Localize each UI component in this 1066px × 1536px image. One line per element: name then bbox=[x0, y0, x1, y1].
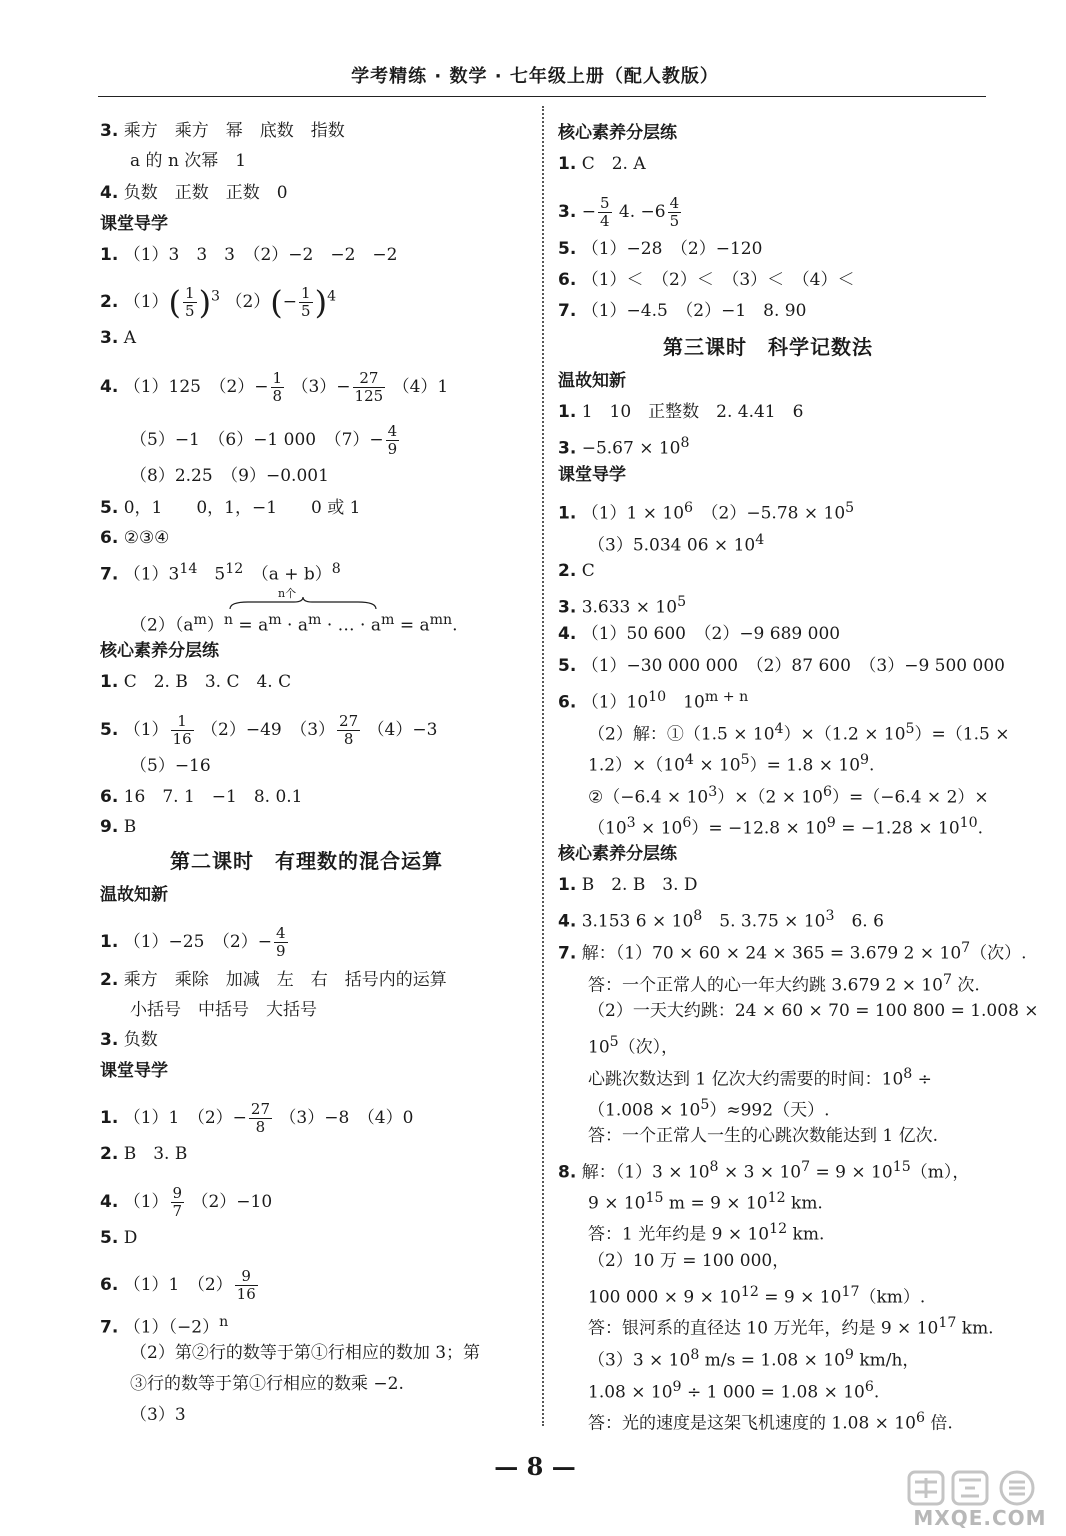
answer-line: （2）一天大约跳：24 × 60 × 70 = 100 800 = 1.008 × bbox=[588, 1001, 1039, 1021]
answer-line: 7. $(1)(-2)^n$ bbox=[100, 1314, 229, 1338]
answer-line: （8）2.25 （9）−0.001 bbox=[130, 466, 329, 486]
answer-line: 6. （1）1 （2） $\frac{9}{16}$ bbox=[100, 1267, 256, 1303]
answer-line: 2. 乘方 乘除 加减 左 右 括号内的运算 bbox=[100, 970, 447, 990]
section-heading: 核心素养分层练 bbox=[558, 123, 677, 143]
page-number: — 8 — bbox=[494, 1452, 576, 1481]
answer-line: （5）−16 bbox=[130, 756, 211, 776]
section-heading: 课堂导学 bbox=[558, 465, 626, 485]
answer-line: 5. 0，1 0，1，−1 0 或 1 bbox=[100, 498, 361, 518]
answer-line: 100 $000 \times 9 \times 10^{12} = 9 \times 10^{17}(km)$. bbox=[588, 1284, 926, 1308]
answer-line: $1.08 \times 10^9 \div 1$ $000 = 1.08 \times 10^6$. bbox=[588, 1379, 880, 1403]
answer-line: $1.2)\times(10^4 \times 10^5)= 1.8 \times 10^9$. bbox=[588, 752, 875, 776]
watermark bbox=[905, 1468, 1055, 1530]
answer-line: 5. （1）−28 （2）−120 bbox=[558, 239, 763, 259]
answer-line: 1. （1）1 （2）− $\frac{27}{8}$ （3）−8 （4）0 bbox=[100, 1100, 414, 1136]
section-heading: 核心素养分层练 bbox=[100, 641, 219, 661]
column-divider bbox=[542, 106, 544, 1426]
answer-line: 2. C bbox=[558, 561, 595, 581]
answer-line: 7. （1）−4.5 （2）−1 8. 90 bbox=[558, 301, 807, 321]
section-heading: 课堂导学 bbox=[100, 214, 168, 234]
page-header-title: 学考精练 · 数学 · 七年级上册（配人教版） bbox=[351, 66, 719, 87]
section-heading: 核心素养分层练 bbox=[558, 844, 677, 864]
answer-line: 6. ②③④ bbox=[100, 528, 170, 548]
answer-line: 7. 解：（1）70 × 60 × 24 × 365 = 3.679 $2 \times 10^7$（次）. bbox=[558, 940, 1027, 964]
answer-line: 3. $3.633 \times 10^5$ bbox=[558, 594, 687, 618]
answer-line: n个 $(2)(a^m)^n = a^m \cdot a^m$ · … · $a^m = a^{mn}$. bbox=[130, 609, 458, 631]
answer-line: 6. 16 7. 1 −1 8. 0.1 bbox=[100, 787, 303, 807]
answer-line: 4. （1）125 （2）− $\frac{1}{8}$ （3）− $\frac{27}{125}$ （4）1 bbox=[100, 369, 449, 405]
answer-line: ③行的数等于第①行相应的数乘 −2. bbox=[130, 1374, 404, 1394]
answer-line: （2）解：①（1.5 × $10^4)\times(1.2 \times 10^5)=(1.5$ × bbox=[588, 721, 1010, 745]
answer-line: 1. 1 10 正整数 2. 4.41 6 bbox=[558, 402, 804, 422]
answer-line: $(1.008 \times 10^5)\approx 992$（天）. bbox=[588, 1097, 830, 1121]
answer-line: （3）5.034 $06 \times 10^4$ bbox=[588, 532, 765, 556]
answer-line: 4. 3.153 $6 \times 10^8$ 5. $3.75 \times 10^3$ 6. 6 bbox=[558, 908, 884, 932]
answer-line: （2）10 万 = 100 000， bbox=[588, 1251, 790, 1271]
answer-line: 9. B bbox=[100, 817, 137, 837]
lesson-title: 第二课时 有理数的混合运算 bbox=[170, 849, 443, 873]
watermark-url: MXQE.COM bbox=[913, 1506, 1047, 1530]
answer-line: 4. （1）50 600 （2）−9 689 000 bbox=[558, 624, 841, 644]
answer-line: 5. D bbox=[100, 1228, 138, 1248]
answer-line: 1. B 2. B 3. D bbox=[558, 875, 698, 895]
answer-line: 4. 负数 正数 正数 0 bbox=[100, 183, 288, 203]
header-rule bbox=[98, 96, 986, 97]
answer-line: a 的 n 次幂 1 bbox=[130, 151, 247, 171]
answer-line: 答：一个正常人的心一年大约跳 3.679 $2 \times 10^7$ 次. bbox=[588, 972, 980, 996]
answer-line: 3. − $\frac{5}{4}$ 4. −6 $\frac{4}{5}$ bbox=[558, 194, 680, 230]
answer-line: （3）3 bbox=[130, 1405, 186, 1425]
answer-line: 8. 解：$(1)3 \times 10^8 \times 3 \times 10^7 = 9 \times 10^{15}(m)$， bbox=[558, 1159, 970, 1183]
answer-line: 1. （1）3 3 3 （2）−2 −2 −2 bbox=[100, 245, 398, 265]
answer-line: 7. $(1)3^{14}$ $5^{12}$ $(a + b)^8$ bbox=[100, 561, 341, 585]
answer-line: $9 \times 10^{15}$ $m = 9 \times 10^{12}$ km. bbox=[588, 1190, 823, 1214]
answer-line: 5. （1）−30 000 000 （2）87 600 （3）−9 500 000 bbox=[558, 656, 1005, 676]
section-heading: 温故知新 bbox=[100, 885, 168, 905]
answer-line: 6. （1）＜ （2）＜ （3）＜ （4）＜ bbox=[558, 270, 855, 290]
answer-line: 1. $(1)1 \times 10^6$ $(2)-5.78 \times 10^5$ bbox=[558, 500, 855, 524]
section-heading: 课堂导学 bbox=[100, 1061, 168, 1081]
answer-line: （5）−1 （6）−1 000 （7）− $\frac{4}{9}$ bbox=[130, 422, 398, 458]
answer-line: 3. 负数 bbox=[100, 1030, 158, 1050]
answer-line: （2）第②行的数等于第①行相应的数加 3；第 bbox=[130, 1343, 481, 1363]
overbrace bbox=[228, 597, 378, 611]
answer-line: 2. （1）( $\frac{1}{5}$ )$^3$ （2）(− $\frac{1}{5}$ )$^4$ bbox=[100, 283, 337, 322]
answer-line: $10^5$（次）， bbox=[588, 1034, 679, 1058]
answer-line: 1. （1）−25 （2）− $\frac{4}{9}$ bbox=[100, 924, 286, 960]
answer-line: 答：银河系的直径达 10 万光年，约是 $9 \times 10^{17}$ km. bbox=[588, 1315, 994, 1339]
answer-line: $(3)3 \times 10^8$ $m/s = 1.08 \times 10^9$ km/h， bbox=[588, 1347, 920, 1371]
section-heading: 温故知新 bbox=[558, 371, 626, 391]
answer-line: 4. （1） $\frac{9}{7}$ （2）−10 bbox=[100, 1184, 273, 1220]
answer-line: 1. C 2. B 3. C 4. C bbox=[100, 672, 292, 692]
answer-line: 5. （1） $\frac{1}{16}$ （2）−49 （3） $\frac{27}{8}$ （4）−3 bbox=[100, 712, 438, 748]
answer-line: 6. $(1)10^{10}$ $10^{m + n}$ bbox=[558, 689, 749, 713]
answer-line: 3. 乘方 乘方 幂 底数 指数 bbox=[100, 121, 345, 141]
answer-line: 3. $-5.67 \times 10^8$ bbox=[558, 435, 690, 459]
brace-label: n个 bbox=[278, 587, 297, 600]
answer-line: 3. A bbox=[100, 328, 136, 348]
watermark-logo-icon bbox=[905, 1468, 1055, 1508]
answer-line: 答：1 光年约是 $9 \times 10^{12}$ km. bbox=[588, 1221, 825, 1245]
answer-line: 小括号 中括号 大括号 bbox=[130, 1000, 317, 1020]
lesson-title: 第三课时 科学记数法 bbox=[663, 335, 873, 359]
answer-line: 2. B 3. B bbox=[100, 1144, 188, 1164]
answer-line: 心跳次数达到 1 亿次大约需要的时间：$10^8$ ÷ bbox=[588, 1066, 932, 1090]
answer-line: 1. C 2. A bbox=[558, 154, 646, 174]
answer-line: 答：光的速度是这架飞机速度的 $1.08 \times 10^6$ 倍. bbox=[588, 1410, 953, 1434]
answer-line: $(10^3 \times 10^6)= -12.8 \times 10^9 = -1.28 \times 10^{10}$. bbox=[588, 815, 984, 839]
answer-line: 答：一个正常人一生的心跳次数能达到 1 亿次. bbox=[588, 1126, 939, 1146]
answer-line: ②（−6.4 × $10^3)\times(2 \times 10^6)=(-6.4 \times 2)\times$ bbox=[588, 784, 989, 808]
